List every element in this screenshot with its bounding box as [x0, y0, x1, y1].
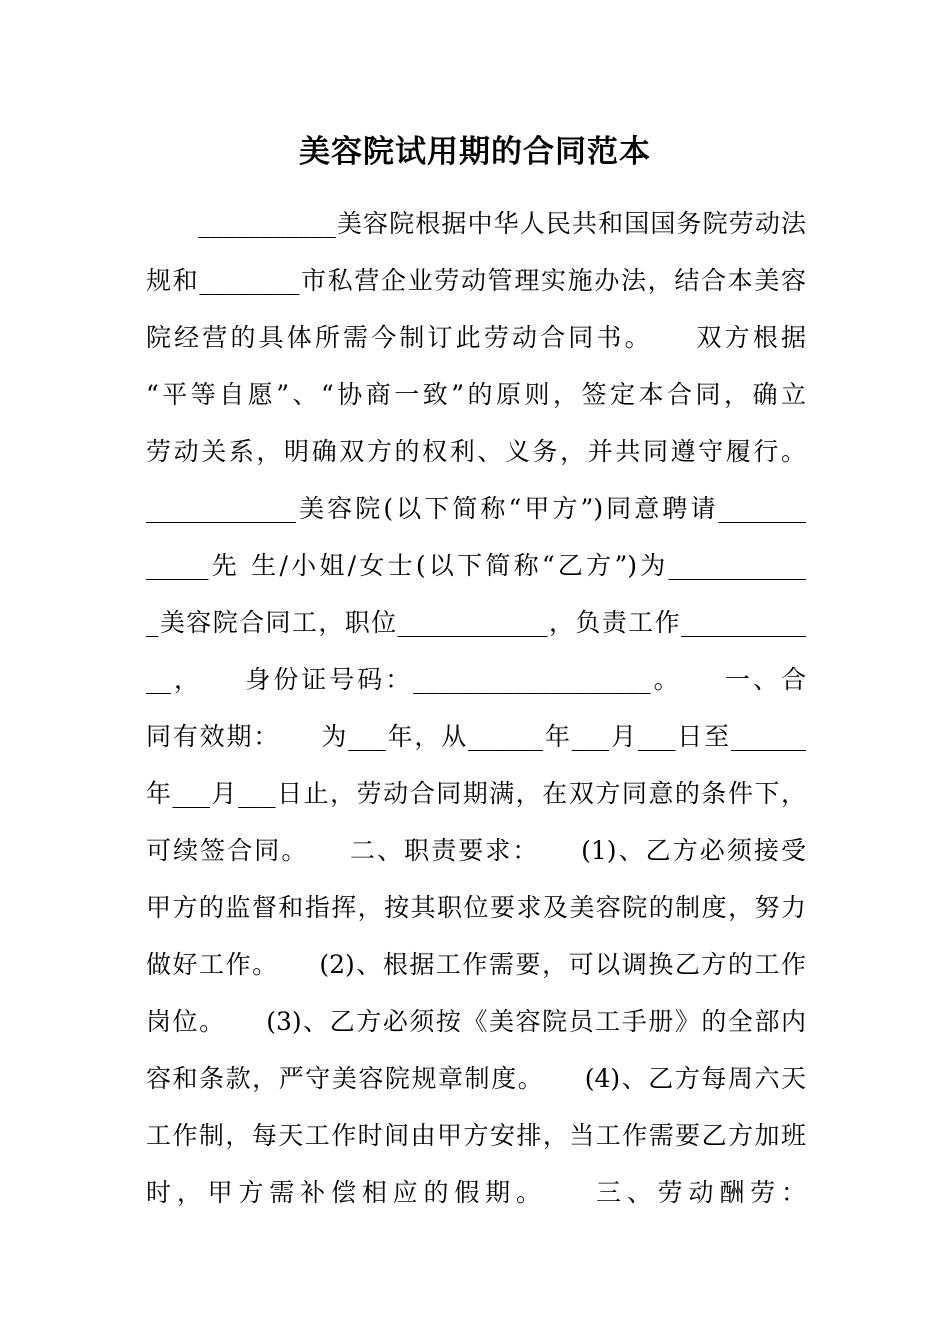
body-line-6: ____________美容院(以下简称“甲方”)同意聘请_______: [146, 494, 806, 523]
body-line-16: 容和条款，严守美容院规章制度。 (4)、乙方每周六天: [146, 1064, 806, 1093]
body-line-5: 劳动关系，明确双方的权利、义务，并共同遵守履行。: [146, 437, 806, 466]
body-line-14: 做好工作。 (2)、根据工作需要，可以调换乙方的工作: [146, 950, 806, 979]
document-title: 美容院试用期的合同范本: [299, 134, 651, 170]
body-line-2: 规和________市私营企业劳动管理实施办法，结合本美容: [146, 266, 806, 295]
body-line-3: 院经营的具体所需今制订此劳动合同书。 双方根据: [146, 323, 806, 352]
body-line-18: 时，甲方需补偿相应的假期。 三、劳动酬劳：: [146, 1178, 806, 1207]
body-line-1: ___________美容院根据中华人民共和国国务院劳动法: [146, 209, 806, 238]
body-line-15: 岗位。 (3)、乙方必须按《美容院员工手册》的全部内: [146, 1007, 806, 1036]
body-line-17: 工作制，每天工作时间由甲方安排，当工作需要乙方加班: [146, 1121, 806, 1150]
body-line-10: 同有效期： 为___年，从______年___月___日至______: [146, 722, 806, 751]
body-line-8: _美容院合同工，职位____________，负责工作__________: [146, 608, 806, 637]
body-line-13: 甲方的监督和指挥，按其职位要求及美容院的制度，努力: [146, 893, 806, 922]
body-line-9: __， 身份证号码：___________________。 一、合: [146, 665, 806, 694]
body-line-7: _____先 生/小姐/女士(以下简称“乙方”)为___________: [146, 551, 806, 580]
body-line-11: 年___月___日止，劳动合同期满，在双方同意的条件下，: [146, 779, 806, 808]
document-body: [146, 204, 806, 1230]
body-line-4: “平等自愿”、“协商一致”的原则，签定本合同，确立: [146, 380, 806, 409]
body-line-12: 可续签合同。 二、职责要求： (1)、乙方必须接受: [146, 836, 806, 865]
